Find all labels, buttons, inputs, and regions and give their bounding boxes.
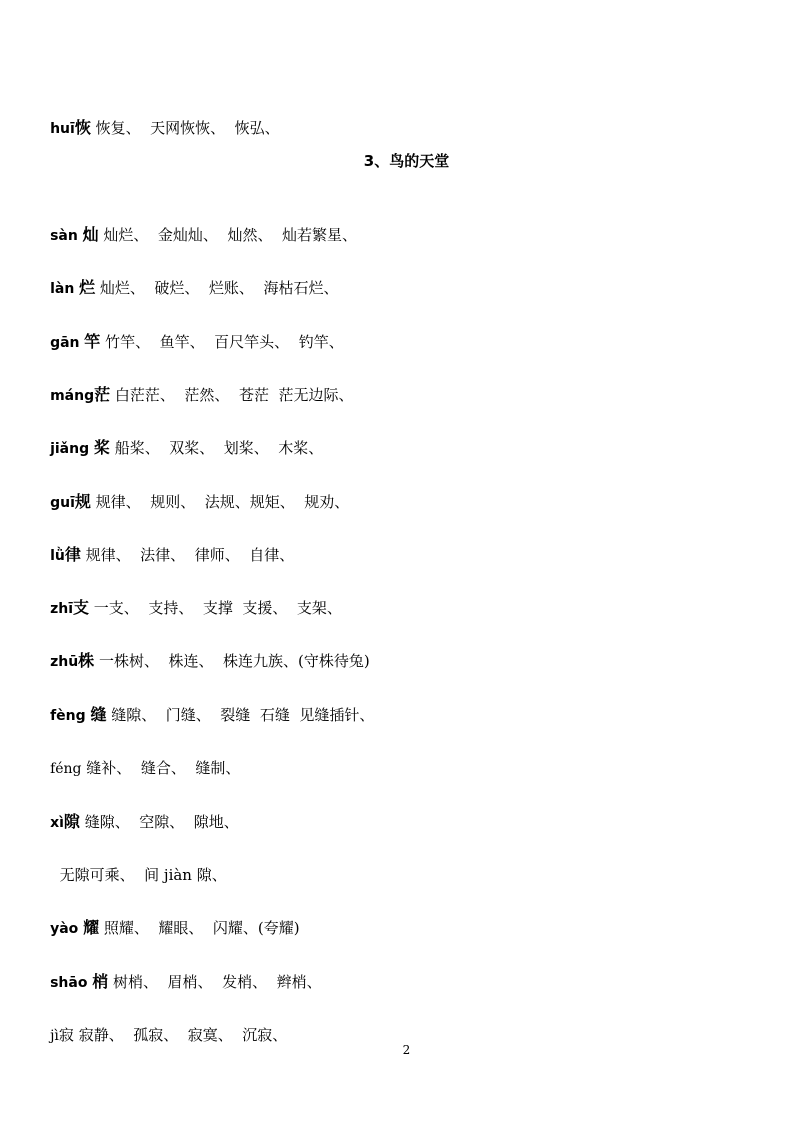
section-heading: 3、鸟的天堂 (363, 152, 450, 170)
pinyin: gān (50, 335, 80, 351)
pinyin: xì (50, 815, 64, 831)
pinyin: shāo (50, 975, 88, 991)
entry-line-xi (31, 792, 239, 853)
word-list: 白茫茫、 茫然、 苍茫 茫无边际、 (110, 386, 354, 404)
entry-line-lv (31, 525, 294, 586)
entry-line-yao (31, 898, 300, 959)
word-list: 一支、 支持、 支撑 支援、 支架、 (89, 599, 342, 617)
entry-line-gan (31, 312, 344, 373)
pinyin: lǜ (50, 548, 65, 564)
entry-line-xi-continued (31, 845, 227, 905)
character: 缝 (90, 705, 107, 724)
word-list: 无隙可乘、 间 jiàn 隙、 (50, 866, 227, 884)
entry-line-zhi (31, 578, 342, 639)
word-list: 缝隙、 门缝、 裂缝 石缝 见缝插针、 (106, 706, 375, 724)
pinyin: huī (50, 121, 75, 137)
entry-line-lan (31, 258, 338, 319)
word-list: 船桨、 双桨、 划桨、 木桨、 (109, 439, 324, 457)
character: 灿 (82, 225, 99, 244)
entry-line-gui (31, 472, 349, 533)
character: 梢 (92, 972, 109, 991)
entry-line-feng-2 (31, 738, 240, 799)
word-list: 缝隙、 空隙、 隙地、 (79, 813, 239, 831)
word-list: 规律、 规则、 法规、规矩、 规劝、 (90, 493, 350, 511)
entry-line-shao (31, 952, 322, 1013)
pinyin: yào (50, 921, 79, 937)
pinyin: làn (50, 281, 75, 297)
word-list: 竹竿、 鱼竿、 百尺竿头、 钓竿、 (100, 333, 344, 351)
word-list: 树梢、 眉梢、 发梢、 辫梢、 (108, 973, 322, 991)
character: 株 (78, 651, 95, 670)
entry-line-zhu (31, 631, 370, 692)
pinyin: féng (50, 761, 82, 777)
word-list: 灿烂、 破烂、 烂账、 海枯石烂、 (95, 279, 339, 297)
page-number: 2 (402, 1043, 411, 1057)
pinyin: fèng (50, 708, 86, 724)
word-list: 照耀、 耀眼、 闪耀、(夸耀) (99, 919, 300, 937)
word-list: 一株树、 株连、 株连九族、(守株待兔) (94, 652, 370, 670)
character: 隙 (63, 812, 80, 831)
character: 茫 (94, 385, 111, 404)
character: 规 (74, 492, 91, 511)
entry-line-mang (31, 365, 354, 426)
character: 桨 (93, 438, 110, 457)
pinyin: sàn (50, 228, 78, 244)
entry-line-feng (31, 685, 374, 746)
entry-line-jiang (31, 418, 323, 479)
pinyin: zhī (50, 601, 73, 617)
entry-line-san (31, 205, 357, 266)
character: 律 (64, 545, 81, 564)
pinyin: guī (50, 495, 75, 511)
character: 耀 (83, 918, 100, 937)
character: 竿 (84, 332, 101, 351)
word-list: 寂静、 孤寂、 寂寞、 沉寂、 (73, 1026, 288, 1044)
character: 寂 (58, 1026, 74, 1044)
pinyin: máng (50, 388, 95, 404)
entry-line-hui (31, 98, 280, 159)
character: 支 (73, 598, 90, 617)
character: 烂 (79, 278, 96, 297)
word-list: 规律、 法律、 律师、 自律、 (80, 546, 295, 564)
pinyin: zhū (50, 654, 79, 670)
word-list: 缝补、 缝合、 缝制、 (81, 759, 241, 777)
character: 恢 (74, 118, 91, 137)
pinyin: jiǎng (50, 441, 90, 457)
pinyin: jì (50, 1028, 59, 1044)
word-list: 恢复、 天网恢恢、 恢弘、 (90, 119, 280, 137)
word-list: 灿烂、 金灿灿、 灿然、 灿若繁星、 (98, 226, 358, 244)
